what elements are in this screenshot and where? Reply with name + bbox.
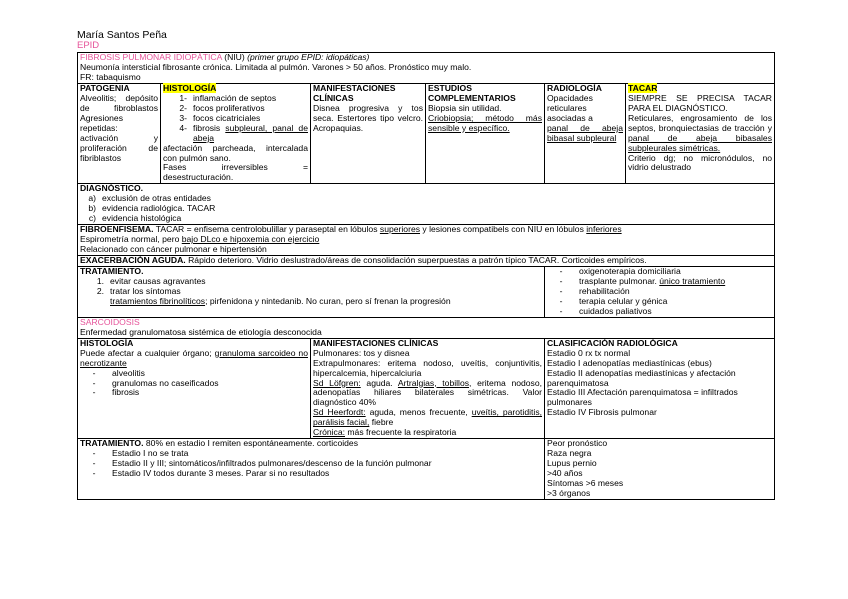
list-item: - alveolitis — [92, 367, 145, 378]
fibroenfisema-cell: FIBROENFISEMA. TACAR = enfisema centrolobulillar y paraseptal en lóbulos superiores y lesiones compatibels con NIU en lóbulos inferiores Espirometría normal, pero bajo DLco e hipoxemia con ejercicio Relacionado con cáncer pulmonar e hipertensión — [78, 225, 775, 256]
list-item: c) evidencia histológica — [88, 213, 182, 224]
list-item: 2- focos proliferativos — [179, 102, 265, 113]
histologia-text-2: Fases irreversibles = desestructuración. — [163, 162, 308, 183]
exacerbacion-cell: EXACERBACIÓN AGUDA. Rápido deterioro. Vidrio deslustrado/áreas de consolidación superpuestas a patrón típico TACAR. Corticoides empíricos. — [78, 256, 775, 267]
list-item: Lupus pernio — [547, 458, 597, 469]
list-item: 1. evitar causas agravantes — [96, 275, 206, 286]
fpi-tratamiento-note: tratamientos fibrinolíticos; pirfenidona y nintedanib. No curan, pero sí frenan la progresión — [110, 295, 451, 306]
fpi-header-row — [78, 53, 775, 84]
list-item: Estadio I adenopatías mediastínicas (ebus) — [547, 357, 712, 368]
list-item: a) exclusión de otras entidades — [88, 193, 211, 204]
list-item: >3 órganos — [547, 487, 591, 498]
list-item: - fibrosis — [92, 387, 140, 398]
list-item: Peor pronóstico — [547, 438, 608, 449]
list-item: - terapia celular y génica — [559, 295, 668, 306]
tacar-text-1: SIEMPRE SE PRECISA TACAR PARA EL DIAGNÓSTICO. — [628, 92, 773, 113]
sarc-manifestaciones-heading: MANIFESTACIONES CLÍNICAS — [313, 337, 439, 348]
manifestaciones-cell — [311, 83, 426, 184]
fpi-header-cell — [78, 53, 775, 84]
sarc-histologia-text: Puede afectar a cualquier órgano; granuloma sarcoideo no necrotizante — [80, 347, 308, 368]
list-item: - Estadio I no se trata — [92, 448, 189, 459]
patogenia-text: Alveolitis; depósito de fibroblastos Agresiones repetidas: activación y proliferación de fibriblastos — [80, 92, 158, 163]
list-item: Estadio 0 rx tx normal — [547, 347, 631, 358]
sarc-histologia-heading: HISTOLOGÍA — [80, 337, 134, 348]
list-item: - Estadio II y III; sintomáticos/infiltrados pulmonares/descenso de la función pulmonar — [92, 458, 432, 469]
epid-table — [77, 52, 775, 500]
radiologia-underlined: panal de abeja bibasal subpleural — [547, 122, 623, 143]
list-item: - Estadio IV todos durante 3 meses. Parar si no resultados — [92, 468, 330, 479]
fpi-tratamiento-heading: TRATAMIENTO. — [80, 266, 144, 277]
sarcoidosis-title: SARCOIDOSIS — [80, 316, 140, 327]
manifestaciones-text: Disnea progresiva y tos seca. Estertores tipo velcro. Acropaquias. — [313, 102, 423, 133]
tacar-heading: TACAR — [628, 82, 658, 93]
estudios-criobiopsia: Criobiopsia; método más sensible y específico. — [428, 112, 542, 133]
sarc-pronostico-cell — [545, 439, 775, 500]
list-item: - cuidados paliativos — [559, 305, 652, 316]
fpi-columns-row — [78, 83, 775, 184]
list-item: - oxigenoterapia domiciliaria — [559, 266, 681, 277]
sarcoidosis-description: Enfermedad granulomatosa sistémica de etiología desconocida — [80, 326, 322, 337]
list-item: Estadio III Afectación parenquimatosa = infiltrados pulmonares — [547, 387, 738, 408]
fpi-tratamiento-cell — [78, 267, 545, 318]
diagnostico-cell — [78, 184, 775, 225]
radiologia-cell — [545, 83, 626, 184]
tacar-text-2: Reticulares, engrosamiento de los septos, bronquiectasias de tracción y panal de abeja bibasales subpleurales simétricas. — [628, 112, 773, 153]
list-item: Síntomas >6 meses — [547, 478, 624, 489]
estudios-text: Biopsia sin utilidad. — [428, 102, 502, 113]
estudios-cell — [426, 83, 545, 184]
list-item: >40 años — [547, 468, 583, 479]
tacar-cell — [626, 83, 775, 184]
list-item: Estadio IV Fibrosis pulmonar — [547, 407, 657, 418]
radiologia-heading: RADIOLOGÍA — [547, 82, 602, 93]
manifestaciones-heading: MANIFESTACIONES CLÍNICAS — [313, 82, 396, 103]
list-item: 4- fibrosis subpleural, panal de abeja — [179, 122, 308, 143]
sarc-tratamiento-cell: TRATAMIENTO. 80% en estadio I remiten espontáneamente. corticoides - Estadio I no se trata - Estadio II y III; sintomáticos/infiltrados pulmonares/descenso de la función pulmonar - Estadio IV todos durante 3 meses. Parar si no resultados — [78, 439, 545, 500]
histologia-cell — [161, 83, 311, 184]
sarc-clasificacion-heading: CLASIFICACIÓN RADIOLÓGICA — [547, 337, 678, 348]
exacerbacion-row — [78, 256, 775, 267]
radiologia-text: Opacidades reticulares asociadas a — [547, 92, 593, 123]
histologia-text-1: afectación parcheada, intercalada con pulmón sano. — [163, 142, 308, 163]
patogenia-heading: PATOGENIA — [80, 82, 130, 93]
sarc-clasificacion-cell — [545, 338, 775, 439]
patogenia-cell — [78, 83, 161, 184]
sarc-tratamiento-row — [78, 439, 775, 500]
list-item: - granulomas no caseificados — [92, 377, 219, 388]
list-item: - rehabilitación — [559, 285, 630, 296]
author-name: María Santos Peña — [77, 29, 167, 41]
list-item: Estadio II adenopatías mediastínicas y afectación parenquimatosa — [547, 367, 736, 388]
list-item: - trasplante pulmonar. único tratamiento — [559, 275, 726, 286]
list-item: 3- focos cicatriciales — [179, 112, 261, 123]
section-header: EPID — [77, 40, 100, 51]
list-item: b) evidencia radiológica. TACAR — [88, 203, 216, 214]
diagnostico-row — [78, 184, 775, 225]
fpi-description: Neumonía intersticial fibrosante crónica. Limitada al pulmón. Varones > 50 años. Pronóstico muy malo. — [80, 61, 472, 72]
estudios-heading: ESTUDIOS COMPLEMENTARIOS — [428, 82, 516, 103]
sarcoidosis-header-row — [78, 317, 775, 338]
sarcoidosis-header-cell — [78, 317, 775, 338]
diagnostico-heading: DIAGNÓSTICO. — [80, 183, 144, 194]
fibroenfisema-row — [78, 225, 775, 256]
fpi-title: FIBROSIS PULMONAR IDIOPÁTICA — [80, 52, 222, 62]
sarc-manifestaciones-cell: MANIFESTACIONES CLÍNICAS Pulmonares: tos y disnea Extrapulmonares: eritema nodoso, uveítis, conjuntivitis, hipercalcemia, hipercalciuria Sd Löfgren: aguda. Artralgias, tobillos, eritema nodoso, adenopatías hiliares bilaterales simétricas. Valor diagnóstico 40% Sd Heerfordt: aguda, menos frecuente, uveítis, parotiditis, parálisis facial, fiebre Crónica: más frecuente la respiratoria — [311, 338, 545, 439]
fpi-tratamiento-right-cell — [545, 267, 775, 318]
sarc-histologia-cell — [78, 338, 311, 439]
list-item: Raza negra — [547, 448, 592, 459]
histologia-heading: HISTOLOGÍA — [163, 82, 217, 93]
fpi-risk-factor: FR: tabaquismo — [80, 71, 141, 82]
fpi-subtitle: (primer grupo EPID: idiopáticas) — [247, 52, 370, 62]
list-item: 1- inflamación de septos — [179, 92, 277, 103]
fpi-tratamiento-row — [78, 267, 775, 318]
tacar-text-3: Criterio dg; no micronódulos, no vidrio delustrado — [628, 152, 773, 173]
sarcoidosis-columns-row — [78, 338, 775, 439]
fpi-abbr: (NIU) — [224, 52, 245, 62]
list-item: 2. tratar los síntomas — [96, 285, 181, 296]
